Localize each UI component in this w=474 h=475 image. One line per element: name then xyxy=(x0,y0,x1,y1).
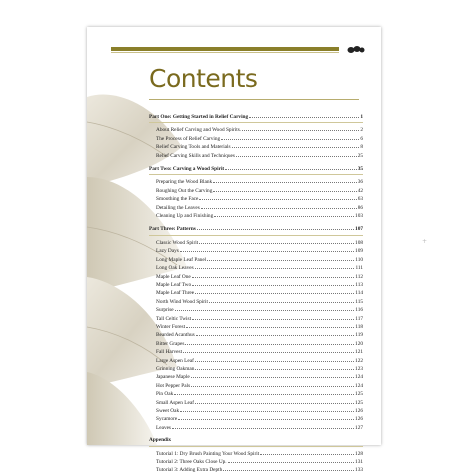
section-rule xyxy=(149,446,363,447)
page-number: 114 xyxy=(355,290,363,297)
entry-title: Pin Oak xyxy=(156,391,174,398)
toc-entry[interactable] xyxy=(149,187,363,195)
entry-title: Roughing Out the Carving xyxy=(156,187,213,194)
toc-entry[interactable] xyxy=(149,298,363,306)
dot-leader xyxy=(180,247,354,252)
part-title: Part One: Getting Started in Relief Carving xyxy=(149,114,249,120)
page-number: 126 xyxy=(355,416,363,423)
entry-title: About Relief Carving and Wood Spirits. xyxy=(156,127,242,134)
page-number: 131 xyxy=(355,459,363,466)
page-number: 120 xyxy=(355,340,363,347)
entry-title: Maple Leaf One xyxy=(156,273,191,280)
page-number: 113 xyxy=(355,281,363,288)
page-number: 122 xyxy=(355,357,363,364)
title-rule xyxy=(149,99,359,100)
toc-entry[interactable] xyxy=(149,399,363,407)
entry-title: Bitter Grapes xyxy=(156,340,185,347)
page-number: 125 xyxy=(355,399,363,406)
entry-title: Surprise xyxy=(156,307,174,314)
entry-title: Long Maple Leaf Panel xyxy=(156,256,207,263)
dot-leader xyxy=(192,281,354,286)
book-page xyxy=(87,27,381,474)
entry-title: Relief Carving Skills and Techniques xyxy=(156,152,235,159)
header-bar xyxy=(111,47,339,51)
toc-part-heading[interactable] xyxy=(149,113,363,121)
entry-title: Fall Harvest xyxy=(156,349,183,356)
entry-title: Detailing the Leaves xyxy=(156,204,200,211)
toc-entry[interactable] xyxy=(149,256,363,264)
page-number: 123 xyxy=(355,365,363,372)
toc-entry[interactable] xyxy=(149,273,363,281)
toc-part-heading[interactable] xyxy=(149,437,363,444)
page-number: 117 xyxy=(355,315,363,322)
page-number: 124 xyxy=(355,374,363,381)
section-rule xyxy=(149,122,363,123)
toc-entry[interactable] xyxy=(149,458,363,466)
section-rule xyxy=(149,235,363,236)
table-of-contents xyxy=(149,113,363,475)
toc-entry[interactable] xyxy=(149,289,363,297)
dot-leader xyxy=(223,466,354,471)
toc-entry[interactable] xyxy=(149,373,363,381)
page-number: 8 xyxy=(360,144,363,151)
page-number: 121 xyxy=(355,349,363,356)
toc-entry[interactable] xyxy=(149,178,363,186)
toc-entry[interactable] xyxy=(149,315,363,323)
dot-leader xyxy=(221,135,359,140)
toc-entry[interactable] xyxy=(149,450,363,458)
entry-title: Tutorial 3: Adding Extra Depth xyxy=(156,467,223,474)
dot-leader xyxy=(207,256,354,261)
dot-leader xyxy=(195,399,354,404)
entry-title: Bearded Acanthus xyxy=(156,332,195,339)
dot-leader xyxy=(232,143,360,148)
toc-entry[interactable] xyxy=(149,264,363,272)
dot-leader xyxy=(213,178,357,183)
header-rule xyxy=(111,52,339,53)
entry-title: Relief Carving Tools and Materials xyxy=(156,144,231,151)
toc-entry[interactable] xyxy=(149,340,363,348)
entry-title: Classic Wood Spirit xyxy=(156,239,199,246)
page-number: 109 xyxy=(355,248,363,255)
page-number: 118 xyxy=(355,323,363,330)
page-number: 35 xyxy=(357,166,363,173)
toc-part-heading[interactable] xyxy=(149,165,363,173)
entry-title: Small Aspen Leaf xyxy=(156,399,194,406)
dot-leader xyxy=(180,407,354,412)
dot-leader xyxy=(191,382,354,387)
dot-leader xyxy=(228,458,354,463)
page-number: 107 xyxy=(355,226,363,233)
entry-title: The Process of Relief Carving xyxy=(156,135,221,142)
dot-leader xyxy=(192,315,354,320)
page-number: 86 xyxy=(357,204,363,211)
page-number: 116 xyxy=(355,307,363,314)
entry-title: Tutorial 1: Dry Brush Painting Your Wood Spirit xyxy=(156,450,260,457)
entry-title: North Wind Wood Spirit xyxy=(156,298,208,305)
toc-entry[interactable] xyxy=(149,152,363,160)
entry-title: Sweet Oak xyxy=(156,408,180,414)
dot-leader xyxy=(195,264,355,269)
toc-entry[interactable] xyxy=(149,126,363,134)
entry-title: Long Oak Leaves xyxy=(156,265,194,272)
toc-entry[interactable] xyxy=(149,348,363,356)
toc-entry[interactable] xyxy=(149,281,363,289)
toc-entry[interactable] xyxy=(149,212,363,220)
page-number: 63 xyxy=(357,196,363,203)
dot-leader xyxy=(199,195,356,200)
entry-title: Lazy Days xyxy=(156,248,179,255)
dot-leader xyxy=(183,348,354,353)
toc-entry[interactable] xyxy=(149,466,363,474)
entry-title: Tutorial 2: Three Oaks Close Up. xyxy=(156,459,227,466)
entry-title: Cleaning Up and Finishing xyxy=(156,213,214,220)
page-number: 127 xyxy=(355,424,363,431)
dot-leader xyxy=(195,289,354,294)
page-number: 108 xyxy=(355,239,363,246)
toc-entry[interactable] xyxy=(149,365,363,373)
toc-entry[interactable] xyxy=(149,135,363,143)
toc-entry[interactable] xyxy=(149,143,363,151)
page-number: 124 xyxy=(355,382,363,389)
entry-title: Winter Forest xyxy=(156,323,186,330)
toc-entry[interactable] xyxy=(149,323,363,331)
page-number: 133 xyxy=(355,467,363,474)
dot-leader xyxy=(191,373,354,378)
toc-part-heading[interactable] xyxy=(149,225,363,233)
part-title: Part Two: Carving a Wood Spirit xyxy=(149,166,225,173)
toc-entry[interactable] xyxy=(149,204,363,212)
dot-leader xyxy=(197,225,354,230)
dot-leader xyxy=(175,306,355,311)
dot-leader xyxy=(196,331,355,336)
entry-title: Sycamore xyxy=(156,416,178,423)
dot-leader xyxy=(225,165,357,170)
entry-title: Tall Celtic Twist xyxy=(156,315,192,322)
page-number: 111 xyxy=(355,265,363,272)
toc-entry[interactable] xyxy=(149,357,363,365)
entry-title: Maple Leaf Three xyxy=(156,290,195,297)
toc-entry[interactable] xyxy=(149,390,363,398)
page-number: 6 xyxy=(360,135,363,142)
page-number: 112 xyxy=(355,273,363,280)
page-number: 42 xyxy=(357,187,363,194)
page-number: 36 xyxy=(357,179,363,186)
dot-leader xyxy=(214,212,354,217)
dot-leader xyxy=(195,357,354,362)
page-number: 119 xyxy=(355,332,363,339)
entry-title: Smoothing the Face xyxy=(156,196,199,203)
entry-title: Preparing the Wood Blank xyxy=(156,179,213,186)
dot-leader xyxy=(242,126,359,131)
part-title: Part Three: Patterns xyxy=(149,226,196,233)
entry-title: Large Aspen Leaf xyxy=(156,357,194,364)
toc-entry[interactable] xyxy=(149,407,363,415)
dot-leader xyxy=(185,340,354,345)
page-number: 125 xyxy=(355,391,363,398)
page-number: 25 xyxy=(357,152,363,159)
dot-leader xyxy=(199,239,354,244)
entry-title: Hot Pepper Pals xyxy=(156,382,191,389)
dot-leader xyxy=(192,273,355,278)
page-number: 126 xyxy=(355,408,363,414)
toc-entry[interactable] xyxy=(149,331,363,339)
toc-entry[interactable] xyxy=(149,247,363,255)
page-number: 1 xyxy=(360,114,363,120)
page-number: 2 xyxy=(360,127,363,134)
section-rule xyxy=(149,174,363,175)
dot-leader xyxy=(249,113,359,118)
toc-entry[interactable] xyxy=(149,415,363,423)
toc-entry[interactable] xyxy=(149,306,363,314)
toc-entry[interactable] xyxy=(149,382,363,390)
toc-entry[interactable] xyxy=(149,195,363,203)
dot-leader xyxy=(178,415,354,420)
dot-leader xyxy=(172,424,354,429)
dot-leader xyxy=(260,450,354,455)
entry-title: Leaves xyxy=(156,424,171,431)
page-number: 115 xyxy=(355,298,363,305)
dot-leader xyxy=(195,365,354,370)
dot-leader xyxy=(174,390,354,395)
part-title: Appendix xyxy=(149,437,172,444)
dot-leader xyxy=(201,204,357,209)
entry-title: Grinning Oakman xyxy=(156,365,195,372)
dot-leader xyxy=(209,298,354,303)
dot-leader xyxy=(213,187,356,192)
leaf-ornament-icon xyxy=(347,45,365,54)
entry-title: Maple Leaf Two xyxy=(156,281,192,288)
dot-leader xyxy=(236,152,357,157)
side-mark: + xyxy=(422,238,428,245)
dot-leader xyxy=(186,323,354,328)
page-title: Contents xyxy=(149,64,258,93)
toc-entry[interactable] xyxy=(149,239,363,247)
page-number: 128 xyxy=(355,450,363,457)
toc-entry[interactable] xyxy=(149,424,363,432)
page-number: 110 xyxy=(355,256,363,263)
entry-title: Japanese Maple xyxy=(156,374,190,381)
page-number: 103 xyxy=(355,213,363,220)
